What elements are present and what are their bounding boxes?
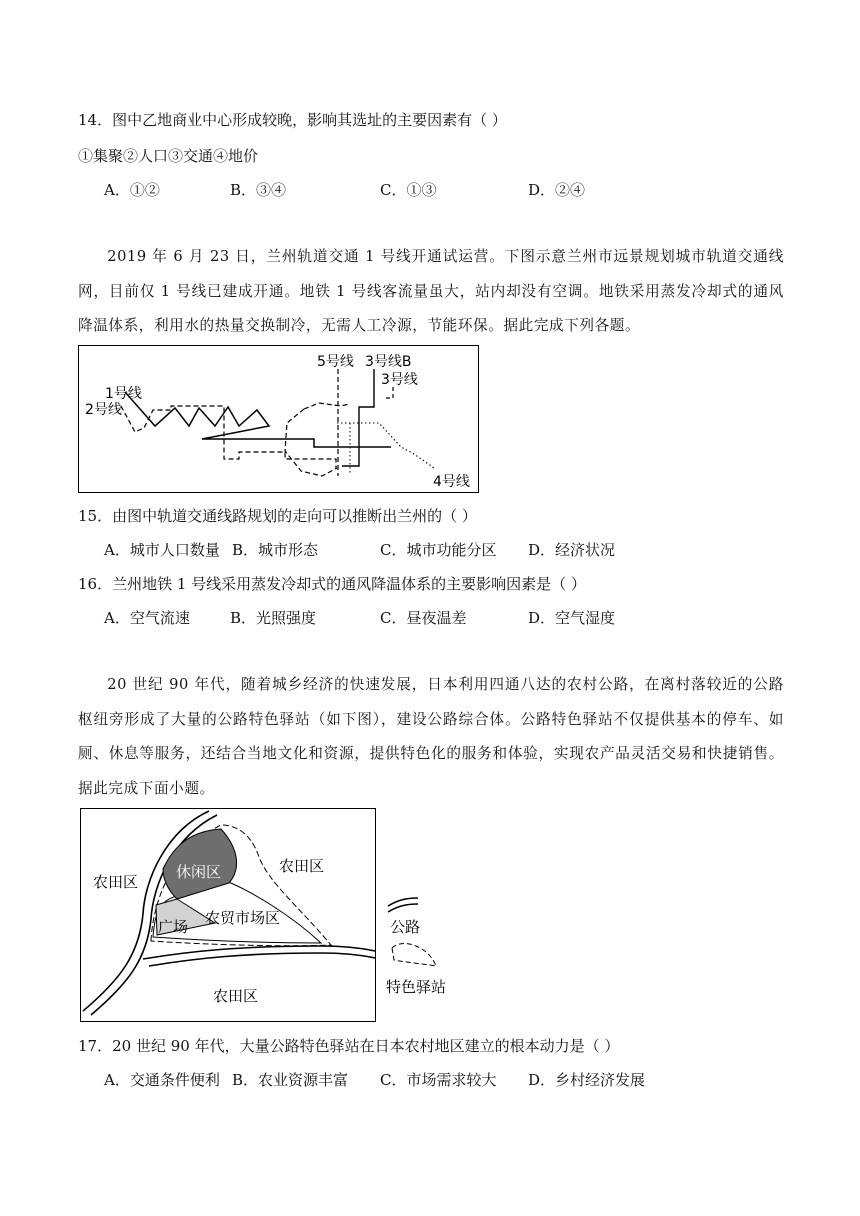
q14-option-d[interactable]: D．②④ <box>528 181 586 199</box>
road-station-legend <box>384 890 454 1000</box>
passage-road-station: 20 世纪 90 年代，随着城乡经济的快速发展，日本利用四通八达的农村公路，在离村落较近的公路枢纽旁形成了大量的公路特色驿站（如下图），建设公路综合体。公路特色驿站不仅提供基本的停车、如厕、休息等服务，还结合当地文化和资源，提供特色化的服务和体验，实现农产品灵活交易和快捷销售。据此完成下面小题。 <box>78 676 784 797</box>
q16-stem: 16．兰州地铁 1 号线采用蒸发冷却式的通风降温体系的主要影响因素是（ ） <box>78 575 586 593</box>
metro-line-3 <box>384 387 393 398</box>
label-line-1: 1号线 <box>105 386 142 402</box>
q16-option-d[interactable]: D．空气湿度 <box>528 609 616 627</box>
q16-option-b[interactable]: B．光照强度 <box>230 609 317 627</box>
legend-station-icon <box>392 944 436 967</box>
q16-option-a[interactable]: A．空气流速 <box>104 609 190 627</box>
metro-line-2 <box>121 406 336 468</box>
label-line-3: 3号线 <box>381 372 418 388</box>
legend-station-label: 特色驿站 <box>386 978 447 996</box>
label-market: 农贸市场区 <box>205 909 281 927</box>
q14-items: ①集聚②人口③交通④地价 <box>78 147 259 165</box>
q14-option-a[interactable]: A．①② <box>104 181 160 199</box>
metro-network-svg <box>79 346 478 492</box>
metro-loop-line <box>285 409 337 476</box>
road-line-lower-inner <box>149 953 375 966</box>
q15-option-a[interactable]: A．城市人口数量 <box>104 541 220 559</box>
metro-loop-line-top <box>304 403 349 409</box>
label-plaza: 广场 <box>158 918 189 936</box>
road-station-map <box>80 808 376 1022</box>
legend-road-label: 公路 <box>390 918 421 936</box>
q14-option-b[interactable]: B．③④ <box>230 181 287 199</box>
q17-option-b[interactable]: B．农业资源丰富 <box>232 1071 349 1089</box>
q17-stem: 17．20 世纪 90 年代，大量公路特色驿站在日本农村地区建立的根本动力是（ ） <box>78 1037 620 1055</box>
label-leisure: 休闲区 <box>176 863 222 881</box>
label-farm-left: 农田区 <box>93 873 139 891</box>
metro-line-1-main <box>125 392 269 426</box>
q15-option-d[interactable]: D．经济状况 <box>528 541 616 559</box>
q15-stem: 15．由图中轨道交通线路规划的走向可以推断出兰州的（ ） <box>78 507 477 525</box>
passage-lanzhou-metro: 2019 年 6 月 23 日，兰州轨道交通 1 号线开通试运营。下图示意兰州市远景规划城市轨道交通线网，目前仅 1 号线已建成开通。地铁 1 号线客流量虽大，站内却没有空调。地铁采用蒸发冷却式的通风降温体系，利用水的热量交换制冷，无需人工冷源，节能环保。据此完成下列各题。 <box>78 248 784 334</box>
q17-option-c[interactable]: C．市场需求较大 <box>380 1071 497 1089</box>
q14-option-c[interactable]: C．①③ <box>380 181 437 199</box>
metro-line-3b <box>342 369 374 466</box>
road-station-svg <box>81 809 375 1021</box>
metro-line-4 <box>337 423 434 468</box>
label-line-4: 4号线 <box>433 474 470 490</box>
q17-option-d[interactable]: D．乡村经济发展 <box>528 1071 646 1089</box>
label-farm-right: 农田区 <box>279 857 325 875</box>
q14-stem: 14．图中乙地商业中心形成较晚，影响其选址的主要因素有（ ） <box>78 111 507 129</box>
label-farm-bottom: 农田区 <box>213 987 259 1005</box>
q15-option-b[interactable]: B．城市形态 <box>232 541 319 559</box>
label-line-5: 5号线 <box>317 354 354 370</box>
q15-option-c[interactable]: C．城市功能分区 <box>380 541 497 559</box>
metro-network-map <box>78 345 479 493</box>
label-line-3b: 3号线B <box>365 354 412 370</box>
metro-line-1 <box>125 392 391 447</box>
q16-option-c[interactable]: C．昼夜温差 <box>380 609 467 627</box>
q17-option-a[interactable]: A．交通条件便利 <box>104 1071 220 1089</box>
label-line-2: 2号线 <box>85 402 122 418</box>
road-line-lower-outer <box>143 946 375 959</box>
